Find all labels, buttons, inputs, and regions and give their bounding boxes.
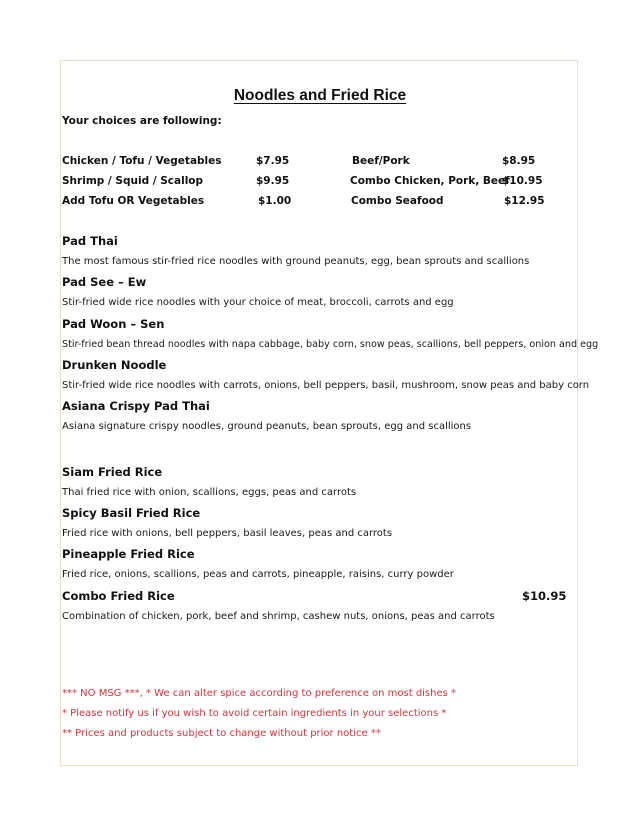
choice-price: $12.95 [504,195,545,207]
dish-name: Drunken Noodle [62,358,167,372]
dish-name: Pineapple Fried Rice [62,547,195,561]
note-ingredients: * Please notify us if you wish to avoid certain ingredients in your selections * [62,708,447,719]
dish-price: $10.95 [522,589,567,603]
note-msg: *** NO MSG ***, * We can alter spice according to preference on most dishes * [62,688,457,699]
dish-description: Combination of chicken, pork, beef and shrimp, cashew nuts, onions, peas and carrots [62,611,495,622]
dish-description: Stir-fried wide rice noodles with carrots, onions, bell peppers, basil, mushroom, snow peas and baby corn [62,380,590,391]
dish-description: Thai fried rice with onion, scallions, eggs, peas and carrots [62,487,357,498]
dish-name: Spicy Basil Fried Rice [62,506,201,520]
choice-price: $8.95 [502,155,536,167]
dish-description: Asiana signature crispy noodles, ground peanuts, bean sprouts, egg and scallions [62,421,472,432]
choices-subtitle: Your choices are following: [62,115,222,127]
choice-price: $1.00 [258,195,292,207]
choice-label: Shrimp / Squid / Scallop [62,175,204,187]
dish-description: Fried rice, onions, scallions, peas and carrots, pineapple, raisins, curry powder [62,569,454,580]
choice-price: $10.95 [502,175,543,187]
dish-description: Stir-fried wide rice noodles with your choice of meat, broccoli, carrots and egg [62,297,454,308]
choice-price: $9.95 [256,175,290,187]
choice-label: Combo Chicken, Pork, Beef [350,175,510,187]
dish-name: Pad Thai [62,234,118,248]
dish-description: The most famous stir-fried rice noodles with ground peanuts, egg, bean sprouts and scallions [62,256,530,267]
dish-description: Stir-fried bean thread noodles with napa cabbage, baby corn, snow peas, scallions, bell peppers, onion and egg [62,339,599,350]
menu-title: Noodles and Fried Rice [233,87,407,104]
choice-label: Beef/Pork [352,155,410,167]
dish-name: Siam Fried Rice [62,465,163,479]
dish-name: Asiana Crispy Pad Thai [62,399,210,413]
choice-label: Chicken / Tofu / Vegetables [62,155,222,167]
dish-description: Fried rice with onions, bell peppers, basil leaves, peas and carrots [62,528,393,539]
choice-label: Combo Seafood [351,195,444,207]
dish-name: Pad See – Ew [62,275,147,289]
choice-label: Add Tofu OR Vegetables [62,195,205,207]
choice-price: $7.95 [256,155,290,167]
note-prices: ** Prices and products subject to change without prior notice ** [62,728,381,739]
dish-name: Pad Woon – Sen [62,317,165,331]
dish-name: Combo Fried Rice [62,589,175,603]
